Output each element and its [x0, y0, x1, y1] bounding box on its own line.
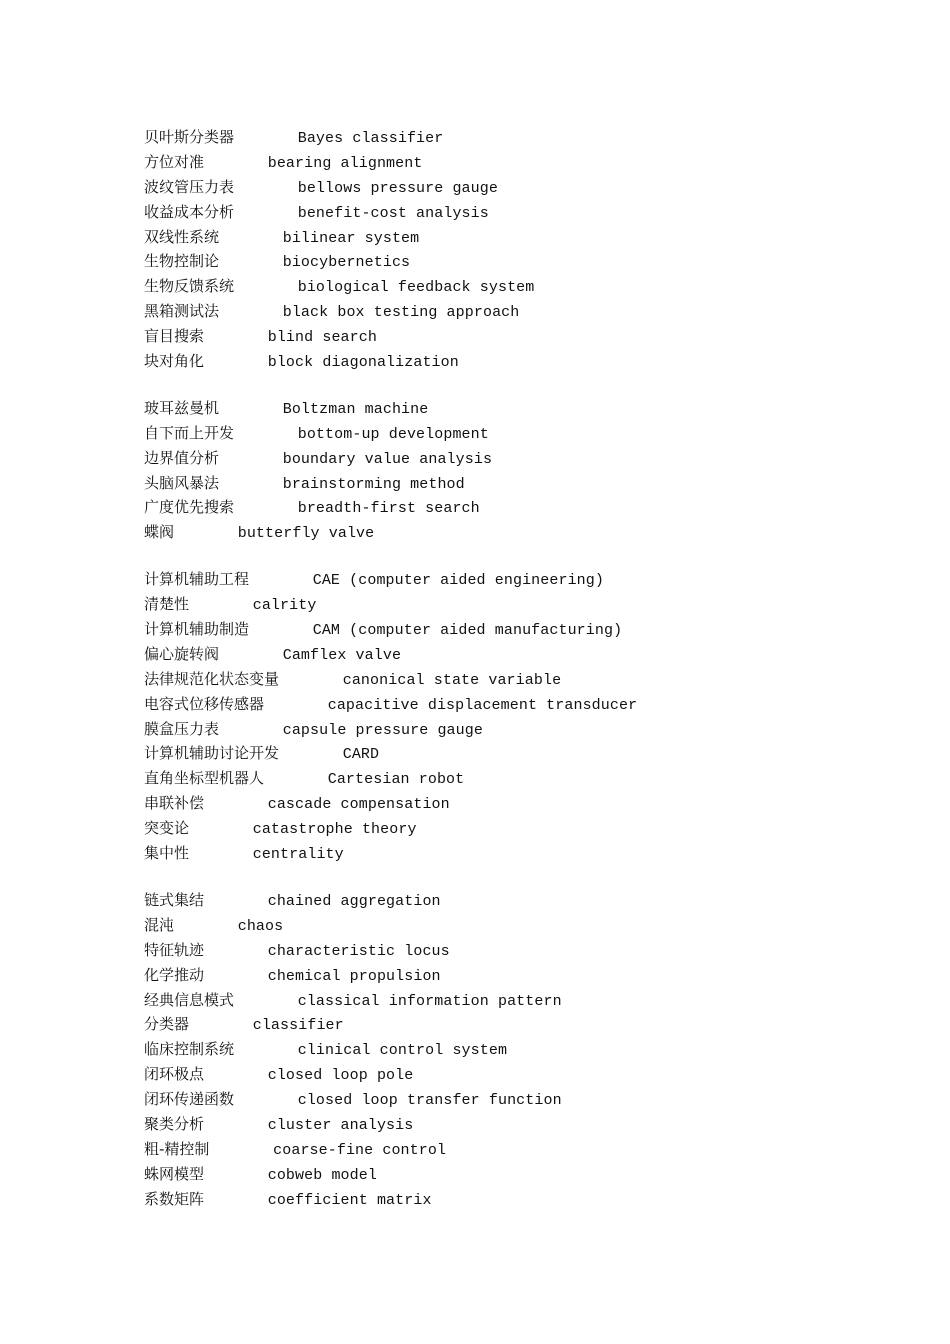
english-term: bearing alignment [267, 154, 423, 172]
term-separator [174, 525, 238, 542]
glossary-entry [144, 299, 904, 324]
term-separator [249, 572, 313, 589]
glossary-entry [144, 349, 904, 374]
english-term: calrity [252, 597, 317, 615]
chinese-term: 方位对准 [144, 152, 205, 171]
english-term: benefit-cost analysis [297, 204, 489, 222]
glossary-entry [144, 888, 904, 913]
glossary-entry [144, 938, 904, 963]
glossary-entry [144, 963, 904, 988]
english-term: biological feedback system [297, 279, 535, 297]
term-separator [279, 672, 343, 689]
chinese-term: 串联补偿 [144, 794, 205, 813]
glossary-entry [144, 1037, 904, 1062]
glossary-group [144, 567, 904, 866]
chinese-term: 系数矩阵 [144, 1189, 205, 1208]
chinese-term: 分类器 [144, 1015, 190, 1034]
term-separator [189, 846, 253, 863]
term-separator [204, 1067, 268, 1084]
glossary-entry [144, 617, 904, 642]
chinese-term: 收益成本分析 [144, 202, 235, 221]
chinese-term: 链式集结 [144, 890, 205, 909]
glossary-entry [144, 1012, 904, 1037]
term-separator [234, 205, 298, 222]
chinese-term: 化学推动 [144, 965, 205, 984]
english-term: Bayes classifier [297, 130, 444, 147]
english-term: cascade compensation [267, 796, 450, 814]
english-term: CAE (computer aided engineering) [312, 572, 604, 590]
term-separator [219, 451, 283, 468]
term-separator [234, 180, 298, 197]
chinese-term: 偏心旋转阀 [144, 644, 220, 663]
chinese-term: 计算机辅助工程 [144, 570, 250, 589]
chinese-term: 聚类分析 [144, 1114, 205, 1133]
term-separator [219, 254, 283, 271]
glossary-group [144, 125, 904, 374]
english-term: Boltzman machine [282, 400, 429, 418]
glossary-entry [144, 1062, 904, 1087]
english-term: capacitive displacement transducer [327, 696, 638, 714]
chinese-term: 块对角化 [144, 352, 205, 371]
term-separator [189, 597, 253, 614]
term-separator [219, 230, 283, 247]
english-term: cobweb model [267, 1166, 377, 1184]
chinese-term: 双线性系统 [144, 227, 220, 246]
glossary-entry [144, 249, 904, 274]
chinese-term: 黑箱测试法 [144, 302, 220, 321]
english-term: brainstorming method [282, 475, 465, 493]
chinese-term: 蝶阀 [144, 523, 175, 542]
english-term: blind search [267, 329, 377, 347]
chinese-term: 经典信息模式 [144, 990, 235, 1009]
glossary-entry [144, 1187, 904, 1212]
glossary-entry [144, 495, 904, 520]
english-term: block diagonalization [267, 354, 459, 372]
glossary-entry [144, 567, 904, 592]
term-separator [204, 155, 268, 172]
english-term: canonical state variable [342, 671, 562, 689]
glossary-entry [144, 1162, 904, 1187]
term-separator [219, 476, 283, 493]
chinese-term: 突变论 [144, 819, 190, 838]
glossary-entry [144, 520, 904, 545]
term-separator [209, 1142, 273, 1159]
term-separator [204, 796, 268, 813]
chinese-term: 直角坐标型机器人 [144, 769, 265, 788]
english-term: bottom-up development [297, 425, 489, 443]
english-term: Cartesian robot [327, 771, 465, 789]
english-term: chaos [237, 917, 284, 935]
term-separator [234, 130, 298, 147]
english-term: chained aggregation [267, 892, 441, 910]
english-term: boundary value analysis [282, 450, 493, 468]
chinese-term: 盲目搜索 [144, 327, 205, 346]
term-separator [204, 1192, 268, 1209]
english-term: black box testing approach [282, 304, 520, 322]
english-term: biocybernetics [282, 254, 411, 272]
glossary-entry [144, 471, 904, 496]
glossary-entry [144, 642, 904, 667]
glossary-entry [144, 741, 904, 766]
chinese-term: 计算机辅助讨论开发 [144, 744, 280, 763]
term-separator [234, 1092, 298, 1109]
english-term: Camflex valve [282, 646, 402, 664]
glossary-group [144, 396, 904, 545]
glossary-entry [144, 717, 904, 742]
term-separator [234, 1042, 298, 1059]
english-term: characteristic locus [267, 942, 450, 960]
chinese-term: 特征轨迹 [144, 940, 205, 959]
english-term: clinical control system [297, 1042, 508, 1060]
chinese-term: 贝叶斯分类器 [144, 128, 235, 146]
term-separator [264, 771, 328, 788]
term-separator [234, 993, 298, 1010]
chinese-term: 头脑风暴法 [144, 473, 220, 492]
glossary-group [144, 888, 904, 1212]
glossary-entry [144, 225, 904, 250]
term-separator [234, 426, 298, 443]
english-term: chemical propulsion [267, 967, 441, 985]
term-separator [204, 893, 268, 910]
glossary-entry [144, 396, 904, 421]
chinese-term: 生物控制论 [144, 252, 220, 271]
glossary-entry [144, 841, 904, 866]
glossary-entry [144, 421, 904, 446]
english-term: coefficient matrix [267, 1191, 432, 1209]
english-term: bilinear system [282, 229, 420, 247]
english-term: closed loop pole [267, 1067, 414, 1085]
glossary-entry [144, 913, 904, 938]
glossary-entry [144, 274, 904, 299]
term-separator [219, 304, 283, 321]
english-term: CAM (computer aided manufacturing) [312, 622, 623, 640]
glossary-entry [144, 200, 904, 225]
chinese-term: 电容式位移传感器 [144, 694, 265, 713]
term-separator [279, 746, 343, 763]
glossary-entry [144, 667, 904, 692]
english-term: CARD [342, 746, 380, 764]
chinese-term: 粗-精控制 [144, 1139, 210, 1158]
chinese-term: 自下而上开发 [144, 423, 235, 442]
term-separator [189, 821, 253, 838]
glossary-entry [144, 324, 904, 349]
glossary-entry [144, 150, 904, 175]
term-separator [219, 722, 283, 739]
chinese-term: 生物反馈系统 [144, 277, 235, 296]
english-term: catastrophe theory [252, 821, 417, 839]
english-term: classical information pattern [297, 992, 562, 1010]
english-term: bellows pressure gauge [297, 179, 498, 197]
glossary-entry [144, 1087, 904, 1112]
chinese-term: 闭环极点 [144, 1065, 205, 1084]
chinese-term: 蛛网模型 [144, 1164, 205, 1183]
chinese-term: 计算机辅助制造 [144, 620, 250, 639]
glossary-entry [144, 175, 904, 200]
glossary-list [144, 125, 904, 1212]
english-term: breadth-first search [297, 500, 480, 518]
chinese-term: 集中性 [144, 844, 190, 863]
chinese-term: 膜盒压力表 [144, 719, 220, 738]
term-separator [249, 622, 313, 639]
glossary-entry [144, 816, 904, 841]
chinese-term: 清楚性 [144, 595, 190, 614]
english-term: classifier [252, 1017, 344, 1035]
term-separator [234, 279, 298, 296]
term-separator [174, 918, 238, 935]
term-separator [264, 697, 328, 714]
term-separator [204, 968, 268, 985]
glossary-entry [144, 1112, 904, 1137]
term-separator [189, 1017, 253, 1034]
glossary-entry [144, 692, 904, 717]
glossary-entry [144, 592, 904, 617]
chinese-term: 广度优先搜索 [144, 498, 235, 517]
glossary-entry [144, 446, 904, 471]
chinese-term: 波纹管压力表 [144, 177, 235, 196]
term-separator [219, 647, 283, 664]
term-separator [219, 401, 283, 418]
chinese-term: 闭环传递函数 [144, 1090, 235, 1109]
term-separator [204, 329, 268, 346]
chinese-term: 玻耳兹曼机 [144, 398, 220, 417]
glossary-entry [144, 988, 904, 1013]
english-term: cluster analysis [267, 1116, 414, 1134]
chinese-term: 法律规范化状态变量 [144, 669, 280, 688]
english-term: coarse-fine control [273, 1141, 447, 1159]
chinese-term: 边界值分析 [144, 448, 220, 467]
term-separator [204, 1117, 268, 1134]
english-term: capsule pressure gauge [282, 721, 483, 739]
glossary-entry [144, 1137, 904, 1162]
term-separator [204, 354, 268, 371]
english-term: butterfly valve [237, 525, 375, 543]
chinese-term: 混沌 [144, 915, 175, 934]
term-separator [204, 1167, 268, 1184]
glossary-entry [144, 791, 904, 816]
term-separator [204, 943, 268, 960]
glossary-entry [144, 125, 904, 150]
english-term: centrality [252, 846, 344, 864]
english-term: closed loop transfer function [297, 1092, 562, 1110]
term-separator [234, 500, 298, 517]
glossary-entry [144, 766, 904, 791]
chinese-term: 临床控制系统 [144, 1040, 235, 1059]
